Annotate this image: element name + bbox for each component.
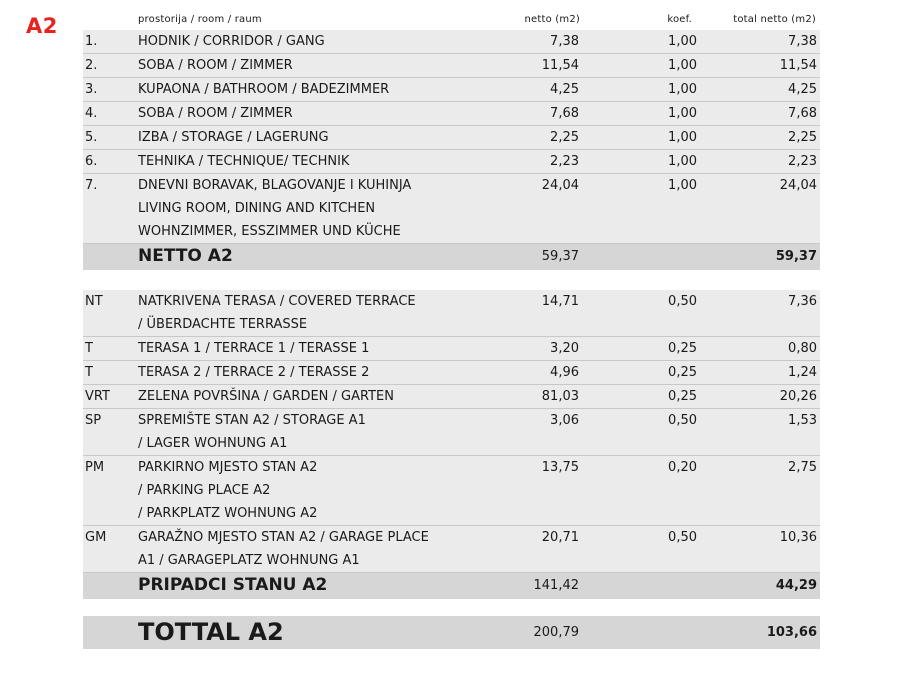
room-name: SPREMIŠTE STAN A2 / STORAGE A1 / LAGER WOHNUNG A1 — [138, 413, 366, 451]
koef-value: 1,00 — [668, 106, 697, 121]
netto-value: 7,38 — [550, 34, 579, 49]
koef-value: 1,00 — [668, 58, 697, 73]
room-name: ZELENA POVRŠINA / GARDEN / GARTEN — [138, 389, 394, 404]
room-name: GARAŽNO MJESTO STAN A2 / GARAGE PLACE A1 / GARAGEPLATZ WOHNUNG A1 — [138, 530, 429, 568]
pripadci-total-netto: 141,42 — [533, 578, 579, 593]
header-koef: koef. — [667, 14, 692, 25]
grand-total-total: 103,66 — [766, 625, 817, 640]
netto-value: 2,23 — [550, 154, 579, 169]
table-header — [83, 10, 820, 30]
total-value: 2,25 — [788, 130, 817, 145]
room-name: HODNIK / CORRIDOR / GANG — [138, 34, 325, 49]
table-row — [83, 78, 820, 102]
header-room: prostorija / room / raum — [138, 14, 262, 25]
section-gap — [83, 270, 820, 290]
koef-value: 0,50 — [668, 294, 697, 309]
netto-total-label: NETTO A2 — [138, 246, 233, 266]
extras-section — [83, 290, 820, 573]
room-name: SOBA / ROOM / ZIMMER — [138, 106, 293, 121]
total-value: 10,36 — [779, 530, 817, 545]
netto-value: 3,20 — [550, 341, 579, 356]
row-number: 6. — [85, 154, 98, 169]
netto-total-row — [83, 244, 820, 270]
koef-value: 0,25 — [668, 341, 697, 356]
total-value: 4,25 — [788, 82, 817, 97]
room-name: IZBA / STORAGE / LAGERUNG — [138, 130, 329, 145]
total-value: 7,36 — [788, 294, 817, 309]
table-row — [83, 126, 820, 150]
room-name: PARKIRNO MJESTO STAN A2 / PARKING PLACE A2 / PARKPLATZ WOHNUNG A2 — [138, 460, 318, 521]
koef-value: 1,00 — [668, 178, 697, 193]
rooms-section — [83, 30, 820, 244]
room-name: DNEVNI BORAVAK, BLAGOVANJE I KUHINJA LIVING ROOM, DINING AND KITCHEN WOHNZIMMER, ESSZIMMER UND KÜCHE — [138, 178, 412, 239]
table-row — [83, 150, 820, 174]
total-value: 2,23 — [788, 154, 817, 169]
total-value: 11,54 — [779, 58, 817, 73]
table-row — [83, 54, 820, 78]
row-number: NT — [85, 294, 103, 309]
netto-total-netto: 59,37 — [541, 249, 579, 264]
section-gap — [83, 599, 820, 616]
netto-value: 7,68 — [550, 106, 579, 121]
netto-value: 24,04 — [541, 178, 579, 193]
row-number: 3. — [85, 82, 98, 97]
table-row — [83, 290, 820, 337]
grand-total-row — [83, 616, 820, 649]
room-name: KUPAONA / BATHROOM / BADEZIMMER — [138, 82, 390, 97]
koef-value: 1,00 — [668, 130, 697, 145]
pripadci-total-total: 44,29 — [775, 578, 817, 593]
netto-value: 20,71 — [541, 530, 579, 545]
koef-value: 0,50 — [668, 530, 697, 545]
row-number: 7. — [85, 178, 98, 193]
room-name: SOBA / ROOM / ZIMMER — [138, 58, 293, 73]
row-number: 2. — [85, 58, 98, 73]
row-number: T — [85, 341, 93, 356]
koef-value: 0,50 — [668, 413, 697, 428]
table-row — [83, 30, 820, 54]
total-value: 2,75 — [788, 460, 817, 475]
netto-value: 3,06 — [550, 413, 579, 428]
row-number: GM — [85, 530, 107, 545]
total-value: 24,04 — [779, 178, 817, 193]
netto-total-total: 59,37 — [775, 249, 817, 264]
koef-value: 0,20 — [668, 460, 697, 475]
row-number: VRT — [85, 389, 110, 404]
room-name: TEHNIKA / TECHNIQUE/ TECHNIK — [138, 154, 350, 169]
koef-value: 1,00 — [668, 82, 697, 97]
grand-total-netto: 200,79 — [533, 625, 579, 640]
row-number: T — [85, 365, 93, 380]
netto-value: 81,03 — [541, 389, 579, 404]
pripadci-total-label: PRIPADCI STANU A2 — [138, 575, 328, 595]
total-value: 20,26 — [779, 389, 817, 404]
room-name: TERASA 1 / TERRACE 1 / TERASSE 1 — [138, 341, 370, 356]
grand-total-label: TOTTAL A2 — [138, 618, 284, 646]
koef-value: 0,25 — [668, 365, 697, 380]
koef-value: 1,00 — [668, 154, 697, 169]
row-number: 5. — [85, 130, 98, 145]
table-row — [83, 174, 820, 244]
koef-value: 1,00 — [668, 34, 697, 49]
table-row — [83, 361, 820, 385]
koef-value: 0,25 — [668, 389, 697, 404]
room-name: NATKRIVENA TERASA / COVERED TERRACE / ÜBERDACHTE TERRASSE — [138, 294, 416, 332]
table-row — [83, 337, 820, 361]
row-number: SP — [85, 413, 102, 428]
room-name: TERASA 2 / TERRACE 2 / TERASSE 2 — [138, 365, 370, 380]
total-value: 7,38 — [788, 34, 817, 49]
pripadci-total-row — [83, 573, 820, 599]
netto-value: 4,25 — [550, 82, 579, 97]
netto-value: 14,71 — [541, 294, 579, 309]
netto-value: 2,25 — [550, 130, 579, 145]
total-value: 7,68 — [788, 106, 817, 121]
row-number: PM — [85, 460, 105, 475]
area-table — [83, 10, 820, 649]
table-row — [83, 102, 820, 126]
netto-value: 13,75 — [541, 460, 579, 475]
table-row — [83, 456, 820, 526]
row-number: 4. — [85, 106, 98, 121]
total-value: 1,24 — [788, 365, 817, 380]
header-netto: netto (m2) — [524, 14, 580, 25]
table-row — [83, 385, 820, 409]
table-row — [83, 409, 820, 456]
table-row — [83, 526, 820, 573]
unit-label: A2 — [26, 14, 58, 38]
netto-value: 4,96 — [550, 365, 579, 380]
header-total: total netto (m2) — [733, 14, 816, 25]
row-number: 1. — [85, 34, 98, 49]
total-value: 1,53 — [788, 413, 817, 428]
netto-value: 11,54 — [541, 58, 579, 73]
total-value: 0,80 — [788, 341, 817, 356]
